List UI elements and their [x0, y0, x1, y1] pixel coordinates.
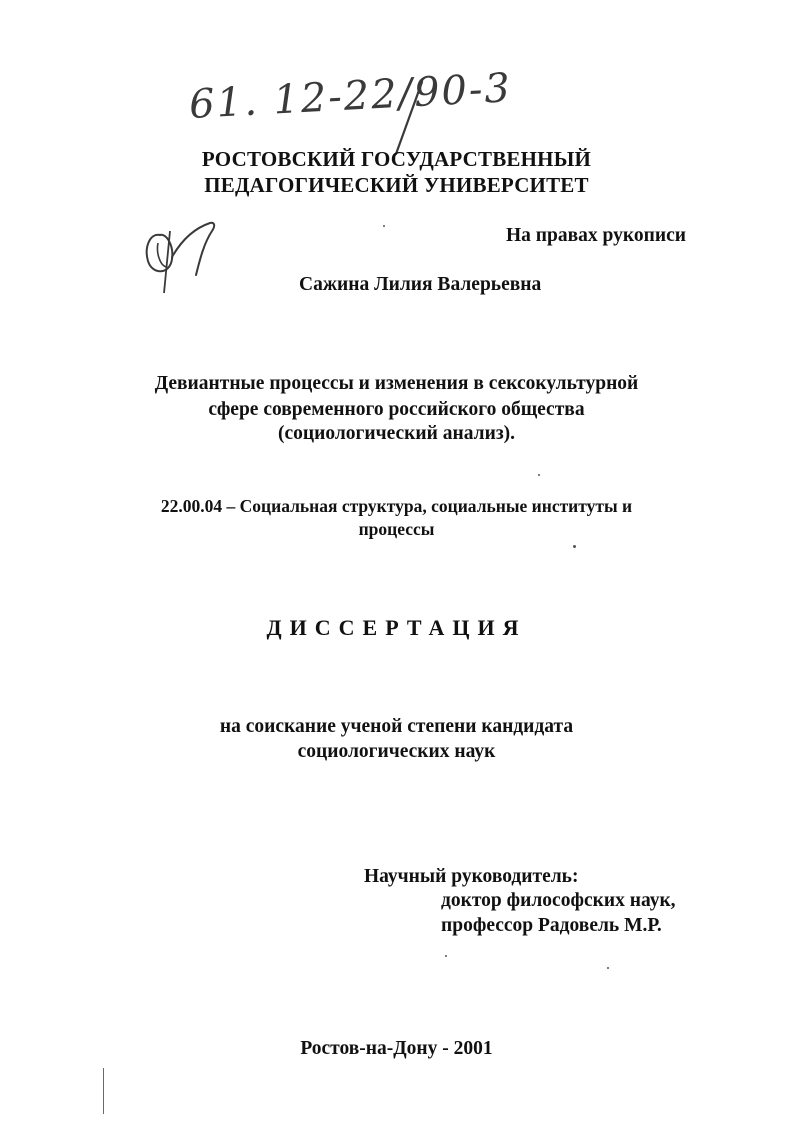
scan-margin-line [103, 1068, 104, 1114]
archive-code-handwritten: 61. 12-22/90-3 [188, 65, 513, 128]
thesis-title-line1: Девиантные процессы и изменения в сексокультурной [154, 373, 639, 394]
thesis-title-line3: (социологический анализ). [277, 423, 516, 444]
scan-speck [573, 545, 576, 548]
supervisor-name: профессор Радовель М.Р. [441, 915, 662, 936]
specialty-line1: 22.00.04 – Социальная структура, социальные институты и [160, 496, 633, 516]
city-year: Ростов-на-Дону - 2001 [300, 1038, 493, 1059]
author-name: Сажина Лилия Валерьевна [299, 274, 542, 295]
handwritten-slash-icon [388, 78, 428, 158]
scan-speck [607, 967, 609, 969]
degree-line1: на соискание ученой степени кандидата [219, 716, 574, 737]
scan-speck [445, 955, 447, 957]
supervisor-label: Научный руководитель: [364, 866, 579, 887]
university-name-line2: ПЕДАГОГИЧЕСКИЙ УНИВЕРСИТЕТ [204, 173, 589, 197]
degree-line2: социологических наук [297, 741, 496, 762]
scan-speck [538, 474, 540, 476]
scan-speck [383, 225, 385, 227]
document-type-heading: ДИССЕРТАЦИЯ [266, 615, 527, 640]
specialty-line2: процессы [358, 519, 435, 539]
supervisor-degree: доктор философских наук, [441, 890, 676, 911]
handwritten-signature-icon [130, 213, 230, 298]
thesis-title-line2: сфере современного российского общества [208, 399, 585, 420]
university-name-line1: РОСТОВСКИЙ ГОСУДАРСТВЕННЫЙ [201, 147, 592, 171]
manuscript-rights: На правах рукописи [506, 225, 686, 246]
